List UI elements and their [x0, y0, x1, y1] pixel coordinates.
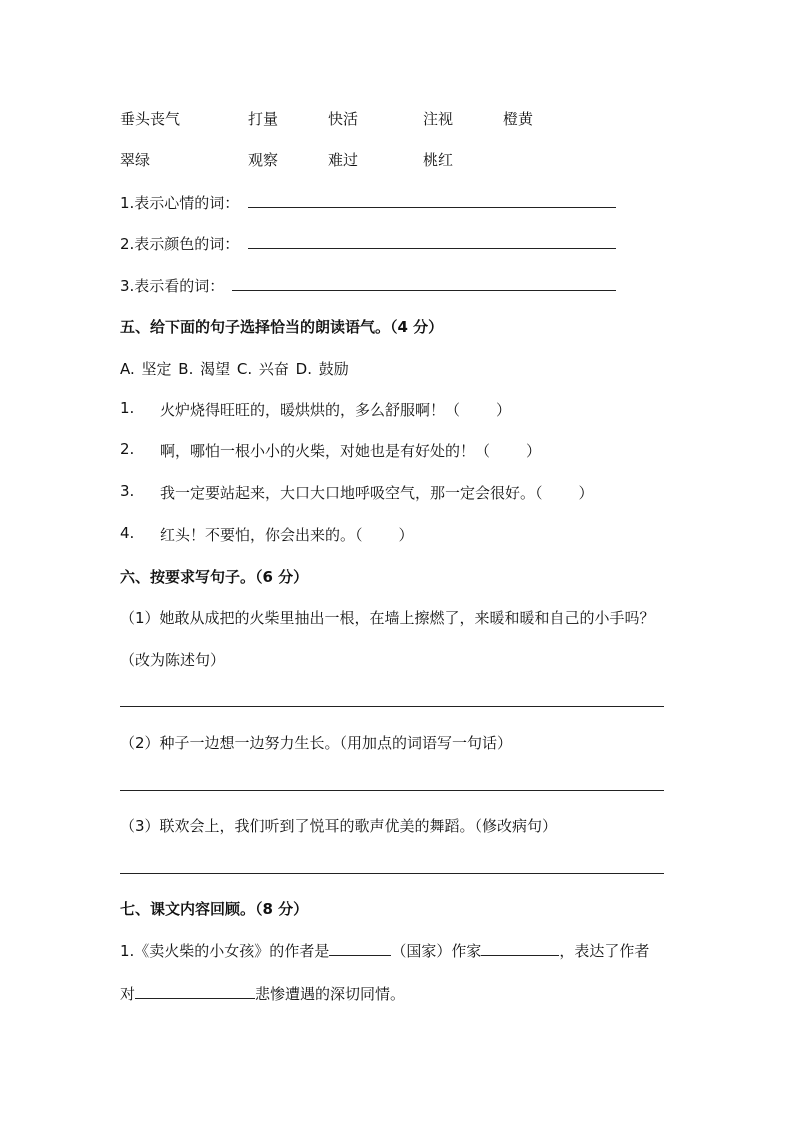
answer-line-q3[interactable]	[120, 873, 664, 874]
section5-heading: 五、给下面的句子选择恰当的朗读语气。（4 分）	[120, 318, 444, 336]
sentence-text: 火炉烧得旺旺的，暖烘烘的，多么舒服啊！（	[160, 401, 461, 419]
recall-question-line1	[120, 940, 649, 961]
word-bank-item: 快活	[328, 110, 359, 128]
close-paren: ）	[578, 484, 594, 502]
sentence-text: 我一定要站起来，大口大口地呼吸空气，那一定会很好。（	[160, 484, 543, 502]
sentence-item	[160, 399, 511, 420]
answer-line-q1[interactable]	[120, 706, 664, 707]
question-number: 2.	[120, 440, 135, 458]
sentence-item	[160, 440, 541, 461]
blank-author-name[interactable]	[481, 941, 559, 956]
sentence-text: 啊，哪怕一根小小的火柴，对她也是有好处的！（	[160, 442, 491, 460]
word-bank-item: 注视	[423, 110, 454, 128]
word-bank-item: 打量	[248, 110, 279, 128]
recall-question-line2	[120, 983, 405, 1004]
rewrite-question-1: （1）她敢从成把的火柴里抽出一根，在墙上擦燃了，来暖和暖和自己的小手吗？	[120, 609, 655, 627]
word-bank-item: 观察	[248, 151, 279, 169]
answer-line-look[interactable]	[232, 290, 616, 291]
close-paren: ）	[398, 526, 414, 544]
question-number: 1.	[120, 399, 135, 417]
answer-line-mood[interactable]	[248, 207, 616, 208]
word-bank-item: 垂头丧气	[120, 110, 181, 128]
word-bank-item: 翠绿	[120, 151, 151, 169]
question-number: 3.	[120, 482, 135, 500]
classify-label-mood: 1.表示心情的词：	[120, 194, 240, 212]
answer-line-q2[interactable]	[120, 790, 664, 791]
sentence-item	[160, 482, 594, 503]
classify-label-color: 2.表示颜色的词：	[120, 235, 240, 253]
blank-subject[interactable]	[135, 984, 255, 999]
recall-text: 悲惨遭遇的深切同情。	[255, 985, 406, 1003]
classify-label-look: 3.表示看的词：	[120, 277, 225, 295]
question-number: 4.	[120, 524, 135, 542]
recall-text: ，表达了作者	[559, 942, 650, 960]
close-paren: ）	[526, 442, 542, 460]
blank-author-country[interactable]	[329, 941, 391, 956]
tone-options: A. 坚定 B. 渴望 C. 兴奋 D. 鼓励	[120, 360, 349, 378]
close-paren: ）	[496, 401, 512, 419]
section7-heading: 七、课文内容回顾。（8 分）	[120, 900, 309, 918]
word-bank-item: 桃红	[423, 151, 454, 169]
rewrite-question-1-instruction: （改为陈述句）	[120, 651, 226, 669]
recall-text: 对	[120, 985, 136, 1003]
word-bank-item: 橙黄	[503, 110, 534, 128]
sentence-text: 红头！不要怕，你会出来的。（	[160, 526, 363, 544]
rewrite-question-3: （3）联欢会上，我们听到了悦耳的歌声优美的舞蹈。（修改病句）	[120, 817, 558, 835]
recall-text: （国家）作家	[391, 942, 482, 960]
word-bank-item: 难过	[328, 151, 359, 169]
recall-text: 1.《卖火柴的小女孩》的作者是	[120, 942, 330, 960]
answer-line-color[interactable]	[248, 248, 616, 249]
section6-heading: 六、按要求写句子。（6 分）	[120, 568, 309, 586]
rewrite-question-2: （2）种子一边想一边努力生长。（用加点的词语写一句话）	[120, 734, 513, 752]
sentence-item	[160, 524, 414, 545]
